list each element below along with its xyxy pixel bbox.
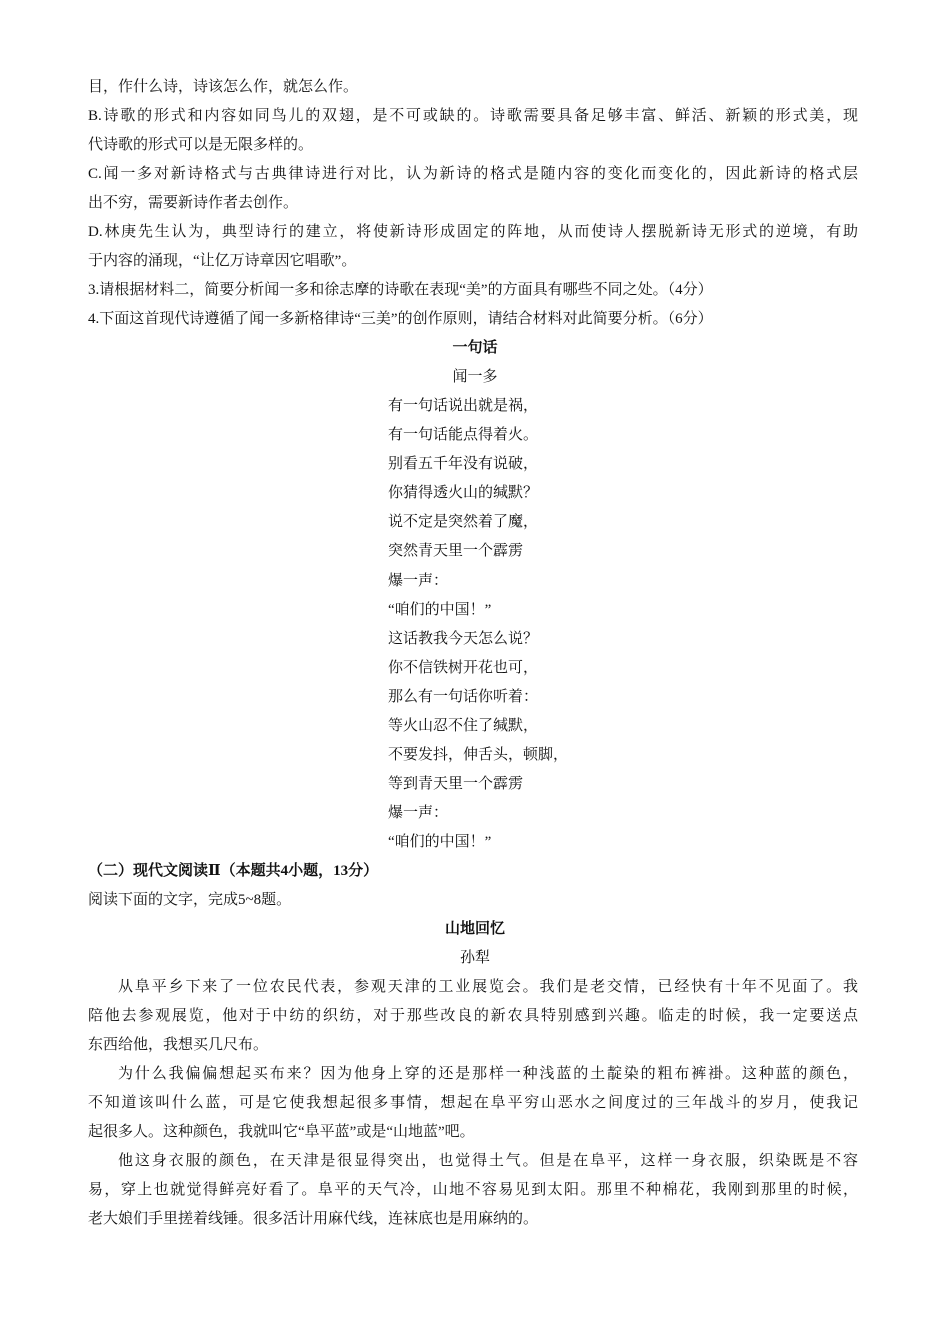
question-4: 4.下面这首现代诗遵循了闻一多新格律诗“三美”的创作原则，请结合材料对此简要分析。（6分）: [88, 311, 713, 328]
story-paragraph: 东西给他，我想买几尺布。: [88, 1036, 269, 1053]
poem-line: 有一句话能点得着火。: [388, 427, 539, 444]
poem-line: 爆一声：: [388, 572, 449, 589]
poem-title: 一句话: [452, 340, 498, 357]
poem-line: 等到青天里一个霹雳: [388, 775, 524, 792]
section-heading: （二）现代文阅读Ⅱ（本题共4小题，13分）: [88, 862, 379, 879]
poem-line: “咱们的中国！”: [388, 601, 492, 618]
poem-line: “咱们的中国！”: [388, 833, 492, 850]
poem-line: 不要发抖，伸舌头，顿脚，: [388, 746, 569, 763]
story-paragraph: 陪他去参观展览，他对于中纺的织纺，对于那些改良的新农具特别感到兴趣。临走的时候，我一定要送点: [88, 1007, 858, 1024]
story-paragraph: 易，穿上也就觉得鲜亮好看了。阜平的天气冷，山地不容易见到太阳。那里不种棉花，我刚到那里的时候，: [88, 1182, 858, 1199]
poem-line: 这话教我今天怎么说？: [388, 630, 539, 647]
option-d: 于内容的涌现，“让亿万诗章因它唱歌”。: [88, 253, 357, 270]
poem-line: 你不信铁树开花也可，: [388, 659, 539, 676]
question-3: 3.请根据材料二，简要分析闻一多和徐志摩的诗歌在表现“美”的方面具有哪些不同之处。（4分）: [88, 282, 713, 299]
poem-line: 等火山忍不住了缄默，: [388, 717, 539, 734]
story-author: 孙犁: [459, 949, 490, 966]
option-c: 出不穷，需要新诗作者去创作。: [88, 195, 299, 212]
story-title: 山地回忆: [444, 920, 505, 937]
story-paragraph: 起很多人。这种颜色，我就叫它“阜平蓝”或是“山地蓝”吧。: [88, 1124, 475, 1141]
option-c: C.闻一多对新诗格式与古典律诗进行对比，认为新诗的格式是随内容的变化而变化的，因此新诗的格式层: [88, 166, 858, 183]
option-b: 代诗歌的形式可以是无限多样的。: [88, 137, 314, 154]
poem-line: 爆一声：: [388, 804, 449, 821]
option-b: B.诗歌的形式和内容如同鸟儿的双翅，是不可或缺的。诗歌需要具备足够丰富、鲜活、新颖的形式美，现: [88, 108, 858, 125]
story-paragraph: 不知道该叫什么蓝，可是它使我想起很多事情，想起在阜平穷山恶水之间度过的三年战斗的岁月，使我记: [88, 1095, 858, 1112]
poem-line: 有一句话说出就是祸，: [388, 398, 539, 415]
option-d: D.林庚先生认为，典型诗行的建立，将使新诗形成固定的阵地，从而使诗人摆脱新诗无形式的逆境，有助: [88, 224, 858, 241]
story-paragraph: 他这身衣服的颜色，在天津是很显得突出，也觉得土气。但是在阜平，这样一身衣服，织染既是不容: [118, 1153, 858, 1170]
story-paragraph: 为什么我偏偏想起买布来？因为他身上穿的还是那样一种浅蓝的土靛染的粗布裤褂。这种蓝的颜色，: [118, 1066, 858, 1083]
story-paragraph: 从阜平乡下来了一位农民代表，参观天津的工业展览会。我们是老交情，已经快有十年不见面了。我: [118, 978, 858, 995]
poem-line: 说不定是突然着了魔，: [388, 514, 539, 531]
poem-line: 那么有一句话你听着：: [388, 688, 539, 705]
poem-line: 突然青天里一个霹雳: [388, 543, 524, 560]
poem-line: 你猜得透火山的缄默？: [388, 485, 539, 502]
option-a-tail: 目，作什么诗，诗该怎么作，就怎么作。: [88, 79, 359, 95]
poem-line: 别看五千年没有说破，: [388, 456, 539, 473]
section-instruction: 阅读下面的文字，完成5~8题。: [88, 891, 292, 908]
poem-author: 闻一多: [452, 369, 498, 386]
story-paragraph: 老大娘们手里搓着线锤。很多活计用麻代线，连袜底也是用麻纳的。: [88, 1211, 539, 1228]
